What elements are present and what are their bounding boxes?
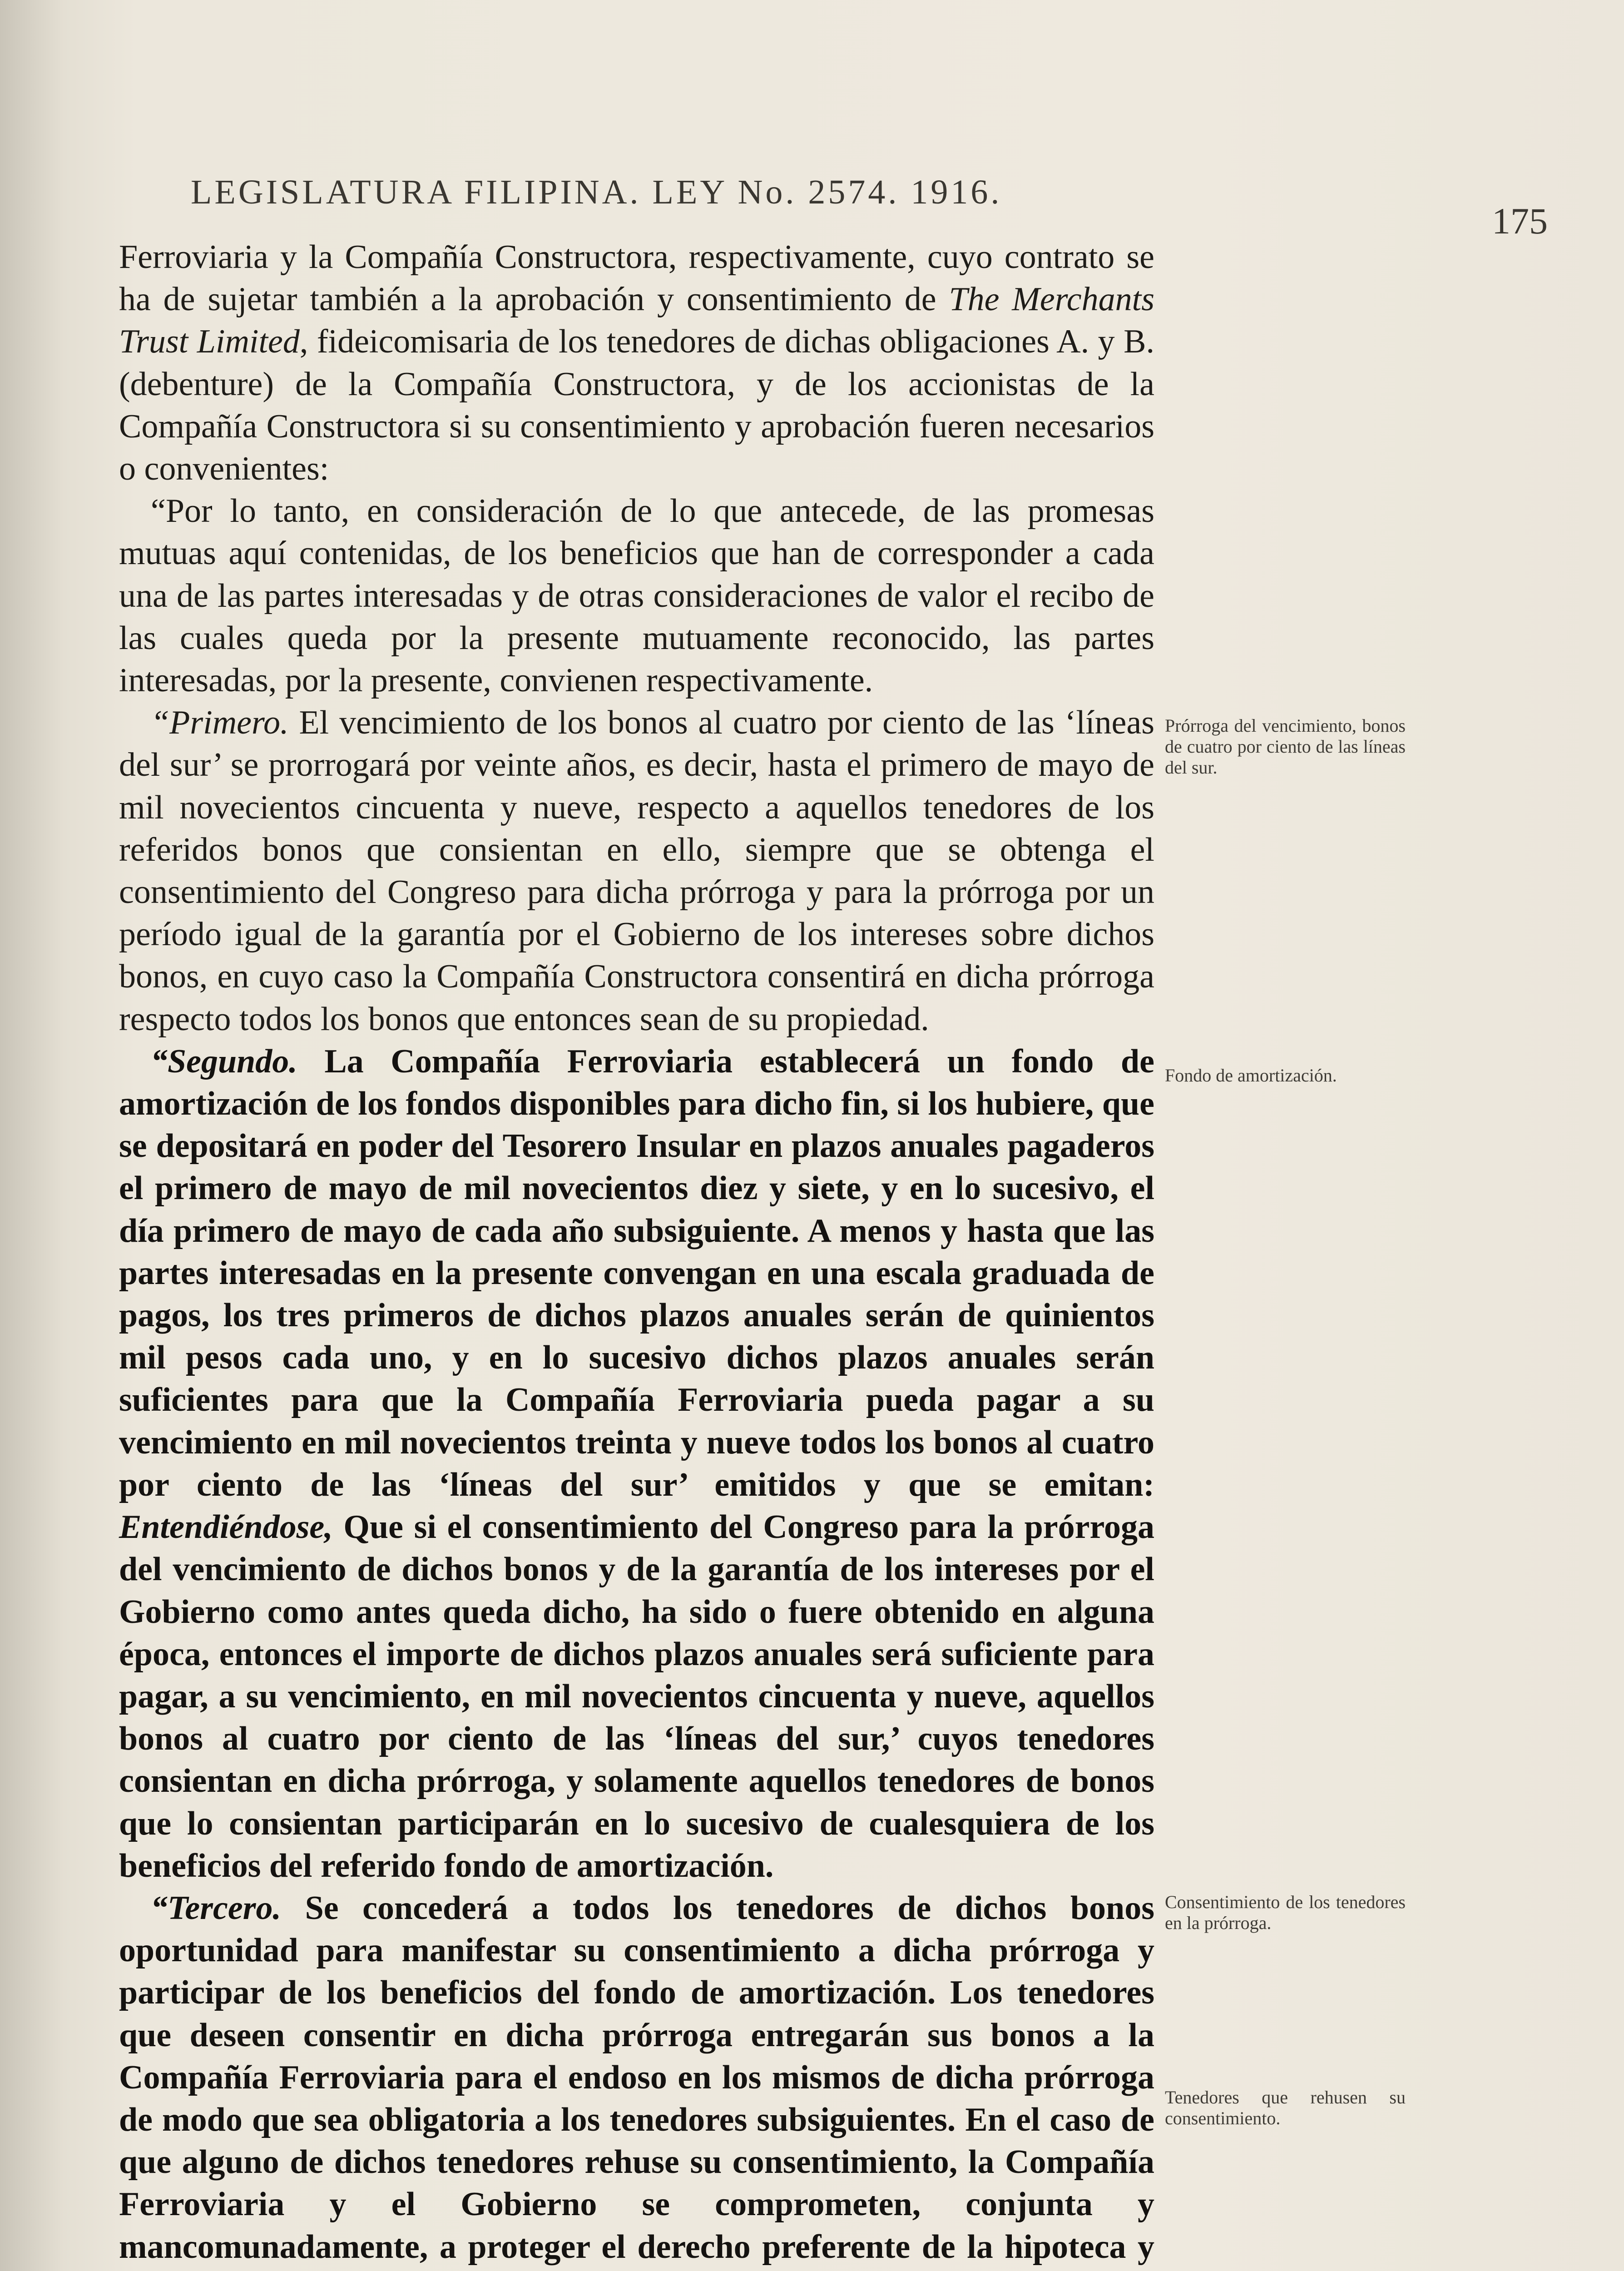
proviso-label: Entendiéndose, bbox=[119, 1508, 333, 1546]
page-number: 175 bbox=[1492, 200, 1548, 242]
paragraph-primero bbox=[119, 702, 1154, 1041]
paragraph-intro-rest: , fideicomisaria de los tenedores de dichas obligaciones A. y B. (debenture) de la Compañía Constructora, y de los accionistas de la Compañía Constructora si su consentimiento y aprobación fueren necesarios o convenientes: bbox=[119, 323, 1154, 488]
clause-label-tercero: “Tercero. bbox=[151, 1889, 282, 1927]
paragraph-tercero bbox=[119, 1887, 1154, 2271]
running-header: LEGISLATURA FILIPINA. LEY No. 2574. 1916. bbox=[191, 173, 1002, 211]
clause-label-segundo: “Segundo. bbox=[151, 1042, 297, 1080]
margin-note-prorroga: Prórroga del vencimiento, bonos de cuatro por ciento de las líneas del sur. bbox=[1165, 715, 1406, 778]
law-text-body bbox=[119, 236, 1154, 2271]
margin-note-fondo: Fondo de amortización. bbox=[1165, 1065, 1337, 1086]
clause-text-segundo: La Compañía Ferroviaria establecerá un fondo de amortización de los fondos disponibles para dicho fin, si los hubiere, que se depositará en poder del Tesorero Insular en plazos anuales pagaderos el primero de mayo de mil novecientos diez y siete, y en lo sucesivo, el día primero de mayo de cada año subsiguiente. A menos y hasta que las partes interesadas en la presente convengan en una escala graduada de pagos, los tres primeros de dichos plazos anuales serán de quinientos mil pesos cada uno, y en lo sucesivo dichos plazos anuales serán suficientes para que la Compañía Ferroviaria pueda pagar a su vencimiento en mil novecientos treinta y nueve todos los bonos al cuatro por ciento de las ‘líneas del sur’ emitidos y que se emitan: bbox=[119, 1042, 1154, 1503]
bold-print-region bbox=[119, 1041, 1154, 2271]
clause-text-tercero: Se concederá a todos los tenedores de dichos bonos oportunidad para manifestar su consentimiento a dicha prórroga y participar de los beneficios del fondo de amortización. Los tenedores que deseen consentir en dicha prórroga entregarán sus bonos a la Compañía Ferroviaria para el endoso en los mismos de dicha prórroga de modo que sea obligatoria a los tenedores subsiguientes. En el caso de que alguno de dichos tenedores rehuse su consentimiento, la Compañía Ferroviaria y el Gobierno se comprometen, conjunta y mancomunadamente, a proteger el derecho preferente de la hipoteca y bbox=[119, 1889, 1154, 2266]
company-name: The Merchants Trust Limited bbox=[119, 281, 1154, 361]
margin-note-consentimiento: Consentimiento de los tenedores en la prórroga. bbox=[1165, 1892, 1406, 1933]
paragraph-whereas: “Por lo tanto, en consideración de lo que antecede, de las promesas mutuas aquí contenidas, de los beneficios que han de corresponder a cada una de las partes interesadas y de otras consideraciones de valor el recibo de las cuales queda por la presente mutuamente reconocido, las partes interesadas, por la presente, convienen respectivamente. bbox=[119, 492, 1154, 699]
paragraph-segundo bbox=[119, 1041, 1154, 1887]
margin-note-tenedores: Tenedores que rehusen su consentimiento. bbox=[1165, 2087, 1406, 2128]
clause-text-primero: El vencimiento de los bonos al cuatro por ciento de las ‘líneas del sur’ se prorrogará por veinte años, es decir, hasta el primero de mayo de mil novecientos cincuenta y nueve, respecto a aquellos tenedores de los referidos bonos que consientan en ello, siempre que se obtenga el consentimiento del Congreso para dicha prórroga y para la prórroga por un período igual de la garantía por el Gobierno de los intereses sobre dichos bonos, en cuyo caso la Compañía Constructora consentirá en dicha prórroga respecto todos los bonos que entonces sean de su propiedad. bbox=[119, 704, 1154, 1038]
clause-text-segundo-rest: Que si el consentimiento del Congreso para la prórroga del vencimiento de dichos bonos y de la garantía de los intereses por el Gobierno como antes queda dicho, ha sido o fuere obtenido en alguna época, entonces el importe de dichos plazos anuales será suficiente para pagar, a su vencimiento, en mil novecientos cincuenta y nueve, aquellos bonos al cuatro por ciento de las ‘líneas del sur,’ cuyos tenedores consientan en dicha prórroga, y solamente aquellos tenedores de bonos que lo consientan participarán en lo sucesivo de cualesquiera de los beneficios del referido fondo de amortización. bbox=[119, 1508, 1154, 1884]
paragraph-intro bbox=[119, 236, 1154, 490]
paragraph-intro-text: Ferroviaria y la Compañía Constructora, respectivamente, cuyo contrato se ha de sujetar también a la aprobación y consentimiento de bbox=[119, 238, 1154, 318]
clause-label-primero: “Primero. bbox=[151, 704, 289, 742]
